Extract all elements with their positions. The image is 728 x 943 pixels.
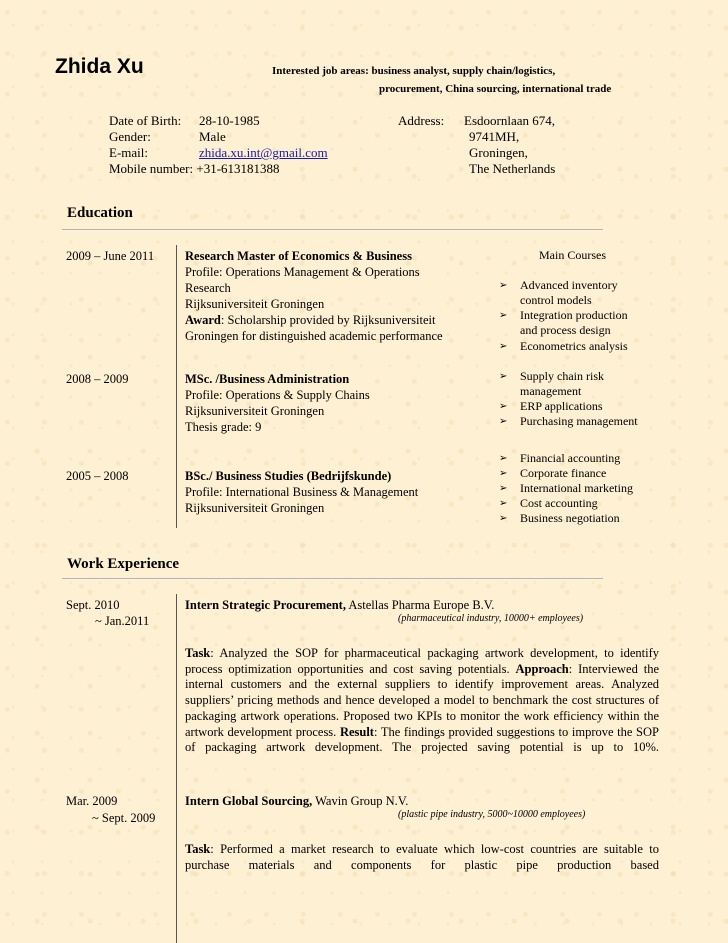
course-item: Econometrics analysis [520, 339, 628, 353]
edu-detail: Rijksuniversiteit Groningen [185, 297, 325, 311]
course-item: International marketing [520, 481, 633, 495]
address-line: Esdoornlaan 674, [464, 113, 555, 128]
job-industry: (plastic pipe industry, 5000~10000 employees) [398, 809, 586, 820]
task-text: : Analyzed the SOP for pharmaceutical packaging artwork development, to identify process optimization opportunities and cost saving potentials. [185, 646, 659, 676]
gender-label: Gender: [109, 129, 151, 144]
edu-detail: Rijksuniversiteit Groningen [185, 501, 325, 515]
edu-detail: Research [185, 281, 231, 295]
course-item: ERP applications [520, 399, 603, 413]
dob-value: 28-10-1985 [199, 113, 260, 128]
education-column-divider [176, 245, 177, 528]
job-period-start: Mar. 2009 [66, 794, 118, 808]
job-period-end: ~ Sept. 2009 [92, 811, 156, 825]
award-text: : Scholarship provided by Rijksuniversiteit [220, 313, 436, 327]
award-label: Award [185, 313, 221, 327]
course-item: Financial accounting [520, 451, 621, 465]
dob-label: Date of Birth: [109, 113, 182, 128]
edu-degree: BSc./ Business Studies (Bedrijfskunde) [185, 469, 392, 483]
job-period-end: ~ Jan.2011 [95, 614, 150, 628]
email-label: E-mail: [109, 145, 148, 160]
edu-detail: Profile: Operations & Supply Chains [185, 388, 370, 402]
interest-line-2: procurement, China sourcing, international trade [379, 83, 612, 95]
course-item: Corporate finance [520, 466, 607, 480]
course-item: and process design [520, 323, 611, 337]
result-label: Result [339, 724, 374, 739]
edu-detail: Profile: Operations Management & Operations [185, 265, 420, 279]
job-company: Astellas Pharma Europe B.V. [345, 598, 495, 612]
edu-detail: Thesis grade: 9 [185, 420, 262, 434]
task-text: : Performed a market research to evaluate which low-cost countries are suitable to purchase materials and components for plastic pipe production based [185, 842, 659, 872]
education-heading: Education [67, 205, 133, 221]
work-column-divider [176, 594, 177, 943]
arrow-bullet-icon: ➢ [499, 401, 508, 412]
course-item: control models [520, 293, 592, 307]
education-divider [62, 229, 603, 231]
arrow-bullet-icon: ➢ [499, 341, 508, 352]
candidate-name: Zhida Xu [55, 55, 144, 78]
arrow-bullet-icon: ➢ [499, 416, 508, 427]
arrow-bullet-icon: ➢ [499, 483, 508, 494]
course-item: Business negotiation [520, 511, 620, 525]
course-item: Supply chain risk [520, 369, 604, 383]
job-period-start: Sept. 2010 [66, 598, 120, 612]
job-role: Intern Global Sourcing, [185, 794, 313, 808]
arrow-bullet-icon: ➢ [499, 371, 508, 382]
arrow-bullet-icon: ➢ [499, 468, 508, 479]
arrow-bullet-icon: ➢ [499, 453, 508, 464]
email-link[interactable]: zhida.xu.int@gmail.com [199, 145, 328, 160]
edu-period: 2005 – 2008 [66, 469, 129, 483]
edu-degree: Research Master of Economics & Business [185, 249, 412, 263]
edu-award [185, 313, 435, 329]
edu-period: 2009 – June 2011 [66, 249, 155, 263]
gender-value: Male [199, 129, 226, 144]
job-description [185, 842, 659, 873]
job-role: Intern Strategic Procurement, [185, 598, 346, 612]
approach-label: Approach [515, 661, 569, 676]
course-item: management [520, 384, 582, 398]
task-label: Task [185, 842, 211, 856]
approach-text: : Interviewed the internal customers and the external suppliers to identify improvement areas. Analyzed suppliers’ pricing methods and hence developed a model to benchmark the cost structures of packaging artwork operations. Proposed two KPIs to monitor the work efficiency within the artwork development process. [185, 661, 660, 739]
address-line: 9741MH, [469, 129, 520, 144]
job-title-line [185, 598, 494, 614]
interest-line-1: Interested job areas: business analyst, supply chain/logistics, [272, 65, 556, 77]
arrow-bullet-icon: ➢ [499, 280, 508, 291]
main-courses-title: Main Courses [539, 248, 606, 262]
address-label: Address: [398, 113, 445, 128]
edu-period: 2008 – 2009 [66, 372, 129, 386]
edu-detail: Rijksuniversiteit Groningen [185, 404, 325, 418]
arrow-bullet-icon: ➢ [499, 310, 508, 321]
work-experience-heading: Work Experience [67, 556, 180, 572]
arrow-bullet-icon: ➢ [499, 498, 508, 509]
edu-detail: Profile: International Business & Management [185, 485, 419, 499]
edu-award-line2: Groningen for distinguished academic performance [185, 329, 443, 343]
job-company: Wavin Group N.V. [312, 794, 409, 808]
edu-degree: MSc. /Business Administration [185, 372, 350, 386]
work-divider [62, 578, 603, 580]
result-text: : The findings provided suggestions to improve the SOP of packaging artwork development. The projected saving potential is up to 10%. [185, 724, 659, 755]
address-line: Groningen, [469, 145, 528, 160]
address-line: The Netherlands [469, 161, 556, 176]
job-industry: (pharmaceutical industry, 10000+ employees) [398, 613, 584, 624]
course-item: Purchasing management [520, 414, 638, 428]
arrow-bullet-icon: ➢ [499, 513, 508, 524]
task-label: Task [185, 646, 211, 660]
mobile-number: Mobile number: +31-613181388 [109, 161, 280, 176]
course-item: Advanced inventory [520, 278, 618, 292]
job-description [185, 646, 659, 756]
course-item: Integration production [520, 308, 628, 322]
job-title-line [185, 794, 408, 810]
course-item: Cost accounting [520, 496, 598, 510]
